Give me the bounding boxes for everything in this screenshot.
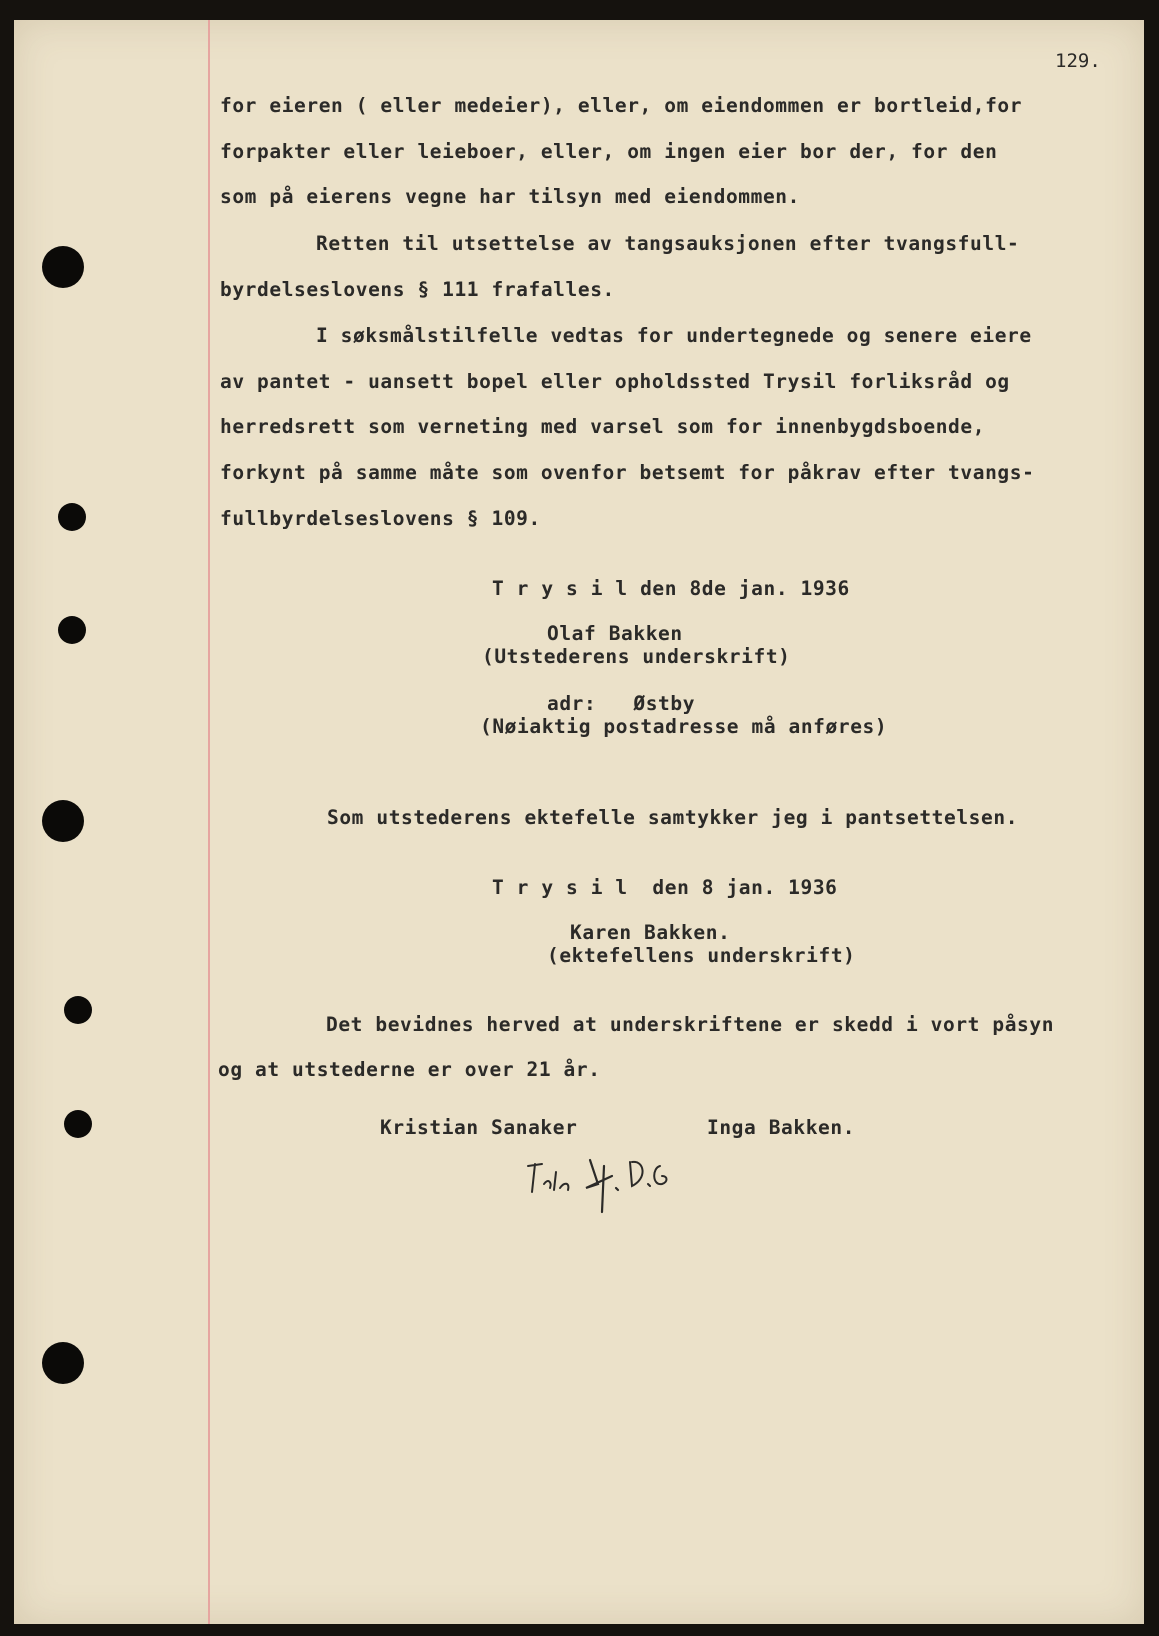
witness-statement: og at utstederne er over 21 år. <box>218 1058 601 1081</box>
punch-hole <box>58 616 86 644</box>
spouse-name: Karen Bakken. <box>570 921 731 944</box>
page-number: 129. <box>1055 50 1101 72</box>
punch-hole <box>42 1342 84 1384</box>
punch-hole <box>42 800 84 842</box>
paragraph-line: Retten til utsettelse av tangsauksjonen efter tvangsfull- <box>316 232 1020 255</box>
margin-line <box>208 20 210 1624</box>
punch-hole <box>64 996 92 1024</box>
punch-hole <box>64 1110 92 1138</box>
paragraph-line: for eieren ( eller medeier), eller, om eiendommen er bortleid,for <box>220 94 1023 117</box>
witness-statement: Det bevidnes herved at underskriftene er skedd i vort påsyn <box>326 1013 1055 1036</box>
paragraph-line: som på eierens vegne har tilsyn med eiendommen. <box>220 185 800 208</box>
consent-statement: Som utstederens ektefelle samtykker jeg i pantsettelsen. <box>327 806 1019 829</box>
paragraph-line: fullbyrdelseslovens § 109. <box>220 507 541 530</box>
signer-caption: (Utstederens underskrift) <box>482 645 791 668</box>
paragraph-line: byrdelseslovens § 111 frafalles. <box>220 278 615 301</box>
punch-hole <box>42 246 84 288</box>
witness-name: Kristian Sanaker <box>380 1116 578 1139</box>
spouse-caption: (ektefellens underskrift) <box>547 944 856 967</box>
date-line: T r y s i l den 8de jan. 1936 <box>492 577 850 600</box>
address-line: adr: Østby <box>547 692 696 715</box>
address-caption: (Nøiaktig postadresse må anføres) <box>480 715 888 738</box>
signer-name: Olaf Bakken <box>547 622 683 645</box>
paragraph-line: forkynt på samme måte som ovenfor betsemt for påkrav efter tvangs- <box>220 461 1035 484</box>
witness-name: Inga Bakken. <box>707 1116 856 1139</box>
paragraph-line: av pantet - uansett bopel eller opholdssted Trysil forliksråd og <box>220 370 1010 393</box>
paragraph-line: forpakter eller leieboer, eller, om ingen eier bor der, for den <box>220 140 998 163</box>
paragraph-line: herredsrett som verneting med varsel som for innenbygdsboende, <box>220 415 986 438</box>
paragraph-line: I søksmålstilfelle vedtas for undertegnede og senere eiere <box>316 324 1032 347</box>
handwritten-initials <box>520 1148 700 1218</box>
punch-hole <box>58 503 86 531</box>
date-line: T r y s i l den 8 jan. 1936 <box>492 876 838 899</box>
